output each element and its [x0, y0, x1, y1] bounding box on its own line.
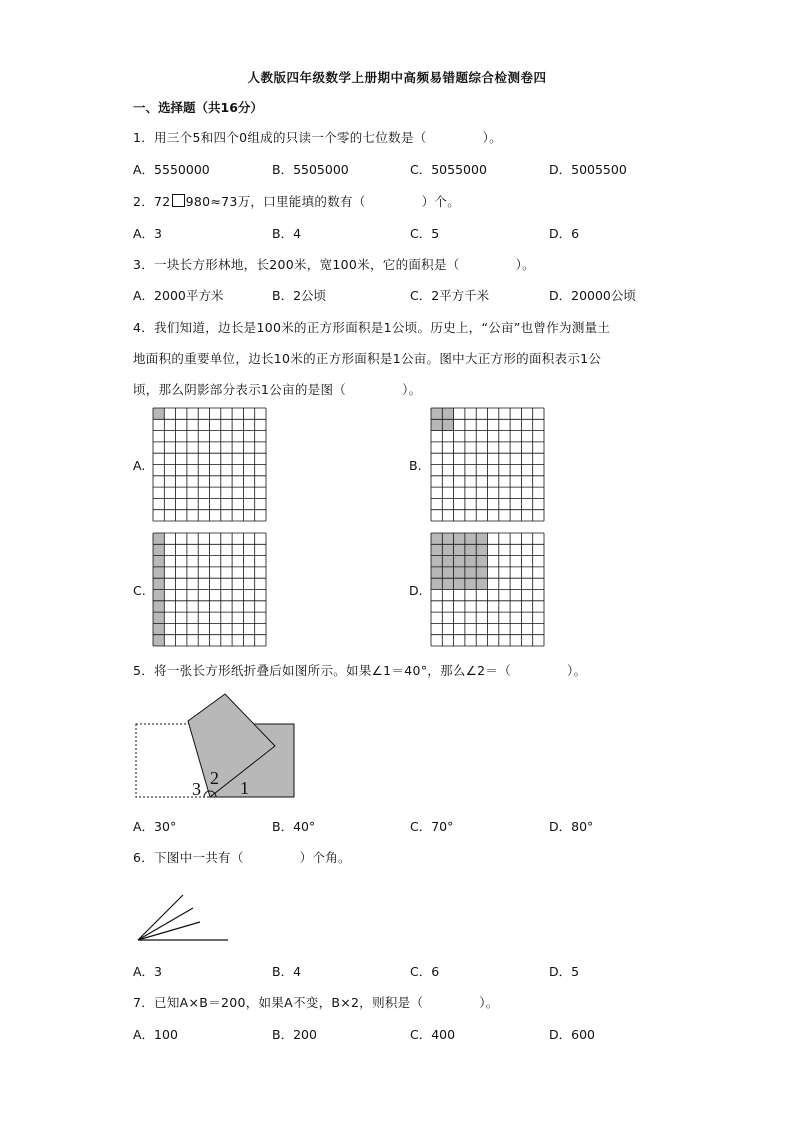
section-heading: 一、选择题（共16分） — [133, 100, 263, 115]
angle-rays-figure — [130, 880, 235, 950]
grid-figure-c — [153, 533, 267, 647]
shaded-cell — [454, 556, 465, 567]
option-d: D．600 — [549, 1027, 595, 1042]
question-2 — [133, 192, 460, 210]
shaded-cell — [454, 544, 465, 555]
option-c: C．70° — [410, 819, 454, 834]
question-5 — [133, 661, 586, 679]
shaded-cell — [153, 533, 164, 544]
option-b: B．4 — [272, 226, 302, 241]
option-c: C．400 — [410, 1027, 456, 1042]
shaded-cell — [431, 533, 442, 544]
option-a: A．30° — [133, 819, 177, 834]
option-b: B．4 — [272, 964, 302, 979]
question-4-line-3 — [133, 380, 421, 398]
page-title: 人教版四年级数学上册期中高频易错题综合检测卷四 — [247, 70, 547, 85]
question-6 — [133, 848, 351, 866]
shaded-cell — [153, 567, 164, 578]
shaded-cell — [442, 419, 453, 430]
question-5-stem: 5．将一张长方形纸折叠后如图所示。如果∠1＝40°，那么∠2＝（ — [133, 663, 512, 678]
shaded-cell — [454, 578, 465, 589]
angle-label-2: 2 — [210, 768, 219, 788]
shaded-cell — [153, 590, 164, 601]
option-c: C．5055000 — [410, 162, 487, 177]
question-7 — [133, 993, 499, 1011]
shaded-cell — [465, 556, 476, 567]
question-5-options — [133, 817, 693, 835]
question-6-stem: 6．下图中一共有（ — [133, 850, 244, 865]
question-4-line-1: 4．我们知道，边长是100米的正方形面积是1公顷。历史上，“公亩”也曾作为测量土 — [133, 320, 611, 335]
question-3-end: ）。 — [515, 257, 535, 272]
grid-label-c: C. — [133, 583, 146, 598]
option-b: B．5505000 — [272, 162, 349, 177]
question-3-stem: 3．一块长方形林地，长200米，宽100米，它的面积是（ — [133, 257, 460, 272]
option-a: A．2000平方米 — [133, 288, 224, 303]
option-a: A．3 — [133, 964, 163, 979]
angle-label-1: 1 — [240, 778, 249, 798]
shaded-cell — [465, 533, 476, 544]
option-d: D．20000公顷 — [549, 288, 636, 303]
shaded-cell — [442, 533, 453, 544]
option-a: A．100 — [133, 1027, 178, 1042]
shaded-cell — [153, 623, 164, 634]
question-6-options — [133, 962, 693, 980]
shaded-cell — [465, 544, 476, 555]
question-2-stem-a: 2．72 — [133, 194, 171, 209]
shaded-cell — [442, 578, 453, 589]
option-d: D．5 — [549, 964, 580, 979]
option-c: C．5 — [410, 226, 440, 241]
option-a: A．3 — [133, 226, 163, 241]
question-1-stem: 1．用三个5和四个0组成的只读一个零的七位数是（ — [133, 130, 427, 145]
question-3-options — [133, 286, 693, 304]
option-c: C．6 — [410, 964, 440, 979]
shaded-cell — [431, 544, 442, 555]
question-7-stem: 7．已知A×B＝200，如果A不变，B×2，则积是（ — [133, 995, 424, 1010]
question-6-end: ）个角。 — [299, 850, 351, 865]
question-1-options — [133, 160, 693, 178]
angle-label-3: 3 — [192, 779, 201, 799]
option-b: B．200 — [272, 1027, 317, 1042]
option-b: B．40° — [272, 819, 316, 834]
question-7-options — [133, 1025, 693, 1043]
question-1-end: ）。 — [482, 130, 502, 145]
shaded-cell — [476, 567, 487, 578]
option-a: A．5550000 — [133, 162, 210, 177]
shaded-cell — [153, 635, 164, 646]
shaded-cell — [431, 419, 442, 430]
shaded-cell — [153, 544, 164, 555]
grid-label-b: B. — [409, 458, 422, 473]
shaded-cell — [431, 556, 442, 567]
grid-figure-d — [431, 533, 545, 647]
shaded-cell — [476, 578, 487, 589]
question-3 — [133, 255, 535, 273]
shaded-cell — [153, 556, 164, 567]
shaded-cell — [476, 544, 487, 555]
grid-figure-a — [153, 408, 267, 522]
shaded-cell — [431, 578, 442, 589]
shaded-cell — [442, 556, 453, 567]
question-1 — [133, 128, 502, 146]
question-4-stem: 顷，那么阴影部分表示1公亩的是图（ — [133, 382, 347, 397]
shaded-cell — [465, 578, 476, 589]
grid-label-a: A. — [133, 458, 146, 473]
grid-figure-b — [431, 408, 545, 522]
option-d: D．80° — [549, 819, 594, 834]
question-4-line-2: 地面积的重要单位，边长10米的正方形面积是1公亩。图中大正方形的面积表示1公 — [133, 351, 602, 366]
question-7-end: ）。 — [479, 995, 499, 1010]
question-2-options — [133, 224, 693, 242]
shaded-cell — [476, 533, 487, 544]
shaded-cell — [153, 408, 164, 419]
shaded-cell — [153, 601, 164, 612]
shaded-cell — [442, 408, 453, 419]
question-2-end: ）个。 — [421, 194, 461, 209]
shaded-cell — [431, 567, 442, 578]
folded-paper-figure — [130, 690, 300, 805]
shaded-cell — [153, 612, 164, 623]
shaded-cell — [454, 533, 465, 544]
question-2-stem-b: 980≈73万，口里能填的数有（ — [185, 194, 366, 209]
shaded-cell — [431, 408, 442, 419]
question-5-end: ）。 — [567, 663, 587, 678]
shaded-cell — [454, 567, 465, 578]
option-d: D．6 — [549, 226, 580, 241]
shaded-cell — [465, 567, 476, 578]
option-c: C．2平方千米 — [410, 288, 490, 303]
shaded-cell — [442, 567, 453, 578]
shaded-cell — [153, 578, 164, 589]
grid-label-d: D. — [409, 583, 423, 598]
option-d: D．5005500 — [549, 162, 627, 177]
shaded-cell — [442, 544, 453, 555]
question-4-end: ）。 — [402, 382, 422, 397]
option-b: B．2公顷 — [272, 288, 327, 303]
shaded-cell — [476, 556, 487, 567]
square-box-icon — [172, 194, 185, 207]
